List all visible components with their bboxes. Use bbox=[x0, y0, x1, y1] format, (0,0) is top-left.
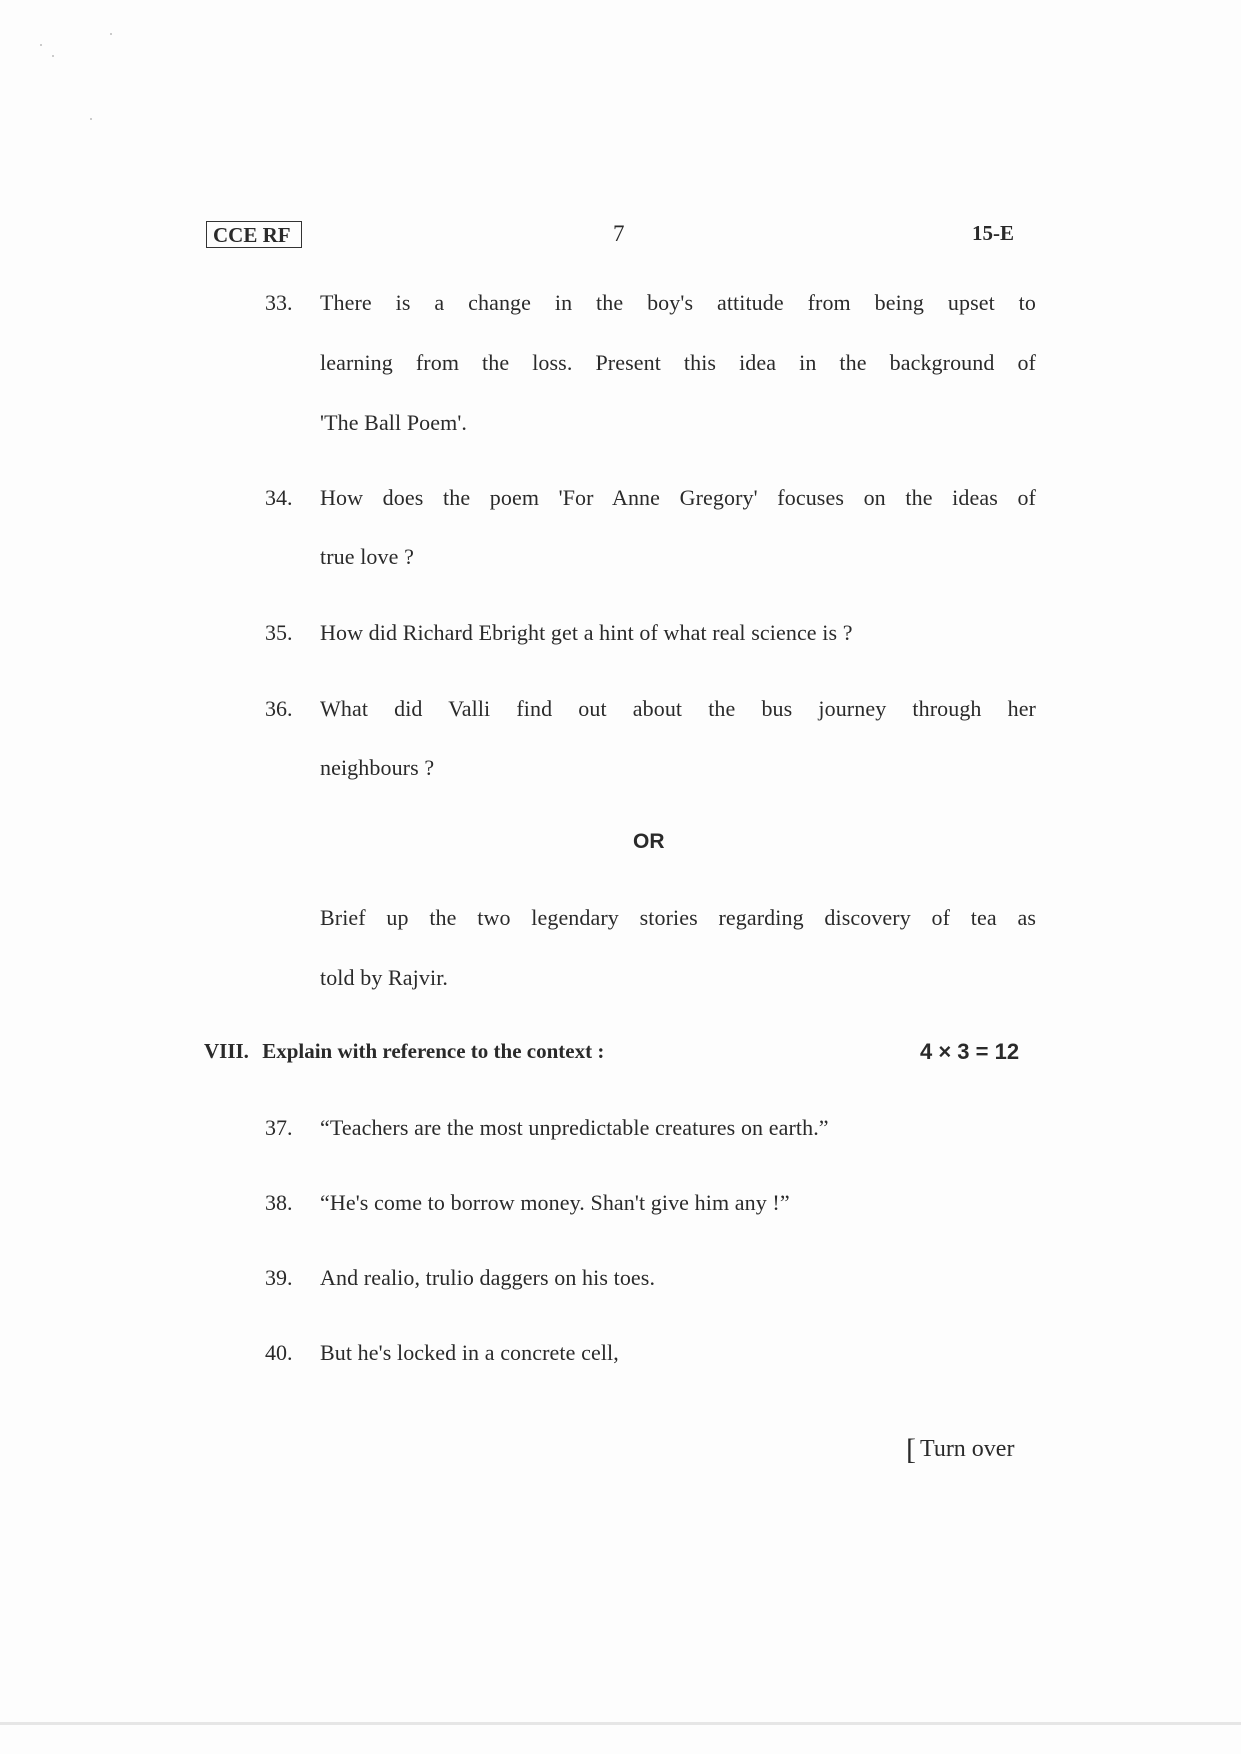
or-separator: OR bbox=[633, 830, 665, 853]
question-33-line-2 bbox=[320, 350, 1036, 376]
question-number: 38. bbox=[265, 1190, 293, 1215]
question-number: 39. bbox=[265, 1265, 293, 1290]
turn-over-note bbox=[906, 1433, 1014, 1467]
context-question-37: “Teachers are the most unpredictable creatures on earth.” bbox=[320, 1115, 829, 1140]
question-number: 40. bbox=[265, 1340, 293, 1365]
question-number: 35. bbox=[265, 620, 293, 645]
scan-speck bbox=[40, 44, 42, 46]
question-34-line-1 bbox=[320, 485, 1036, 511]
question-number: 36. bbox=[265, 696, 293, 721]
alternative-line-2: told by Rajvir. bbox=[320, 965, 448, 990]
question-33-line-1 bbox=[320, 290, 1036, 316]
question-35-line-1: How did Richard Ebright get a hint of what real science is ? bbox=[320, 620, 853, 645]
scan-speck bbox=[52, 55, 54, 57]
bracket-glyph: [ bbox=[906, 1433, 916, 1466]
section-title: Explain with reference to the context : bbox=[262, 1039, 605, 1063]
question-36-line-2: neighbours ? bbox=[320, 755, 435, 780]
alternative-text: Brief up the two legendary stories regarding discovery of tea as bbox=[320, 905, 1036, 930]
context-question-40: But he's locked in a concrete cell, bbox=[320, 1340, 619, 1365]
turn-over-text: Turn over bbox=[920, 1436, 1015, 1462]
context-question-38: “He's come to borrow money. Shan't give him any !” bbox=[320, 1190, 790, 1215]
section-numeral: VIII. bbox=[204, 1039, 249, 1063]
section-heading bbox=[204, 1039, 604, 1064]
question-number: 33. bbox=[265, 290, 293, 315]
question-number: 37. bbox=[265, 1115, 293, 1140]
question-text: What did Valli find out about the bus journey through her bbox=[320, 696, 1036, 721]
question-34-line-2: true love ? bbox=[320, 544, 414, 569]
scan-speck bbox=[110, 33, 112, 35]
scan-speck bbox=[90, 118, 92, 120]
scan-edge-line bbox=[0, 1722, 1241, 1725]
section-marks: 4 × 3 = 12 bbox=[920, 1039, 1020, 1064]
question-text: learning from the loss. Present this idea in the background of bbox=[320, 350, 1036, 375]
alternative-line-1 bbox=[320, 905, 1036, 931]
question-text: How does the poem 'For Anne Gregory' focuses on the ideas of bbox=[320, 485, 1036, 510]
question-text: There is a change in the boy's attitude from being upset to bbox=[320, 290, 1036, 315]
exam-code-box: CCE RF bbox=[206, 221, 302, 248]
page-number: 7 bbox=[613, 221, 625, 246]
paper-code: 15-E bbox=[972, 221, 1014, 245]
context-question-39: And realio, trulio daggers on his toes. bbox=[320, 1265, 656, 1290]
question-36-line-1 bbox=[320, 696, 1036, 722]
question-33-line-3: 'The Ball Poem'. bbox=[320, 410, 468, 435]
question-number: 34. bbox=[265, 485, 293, 510]
